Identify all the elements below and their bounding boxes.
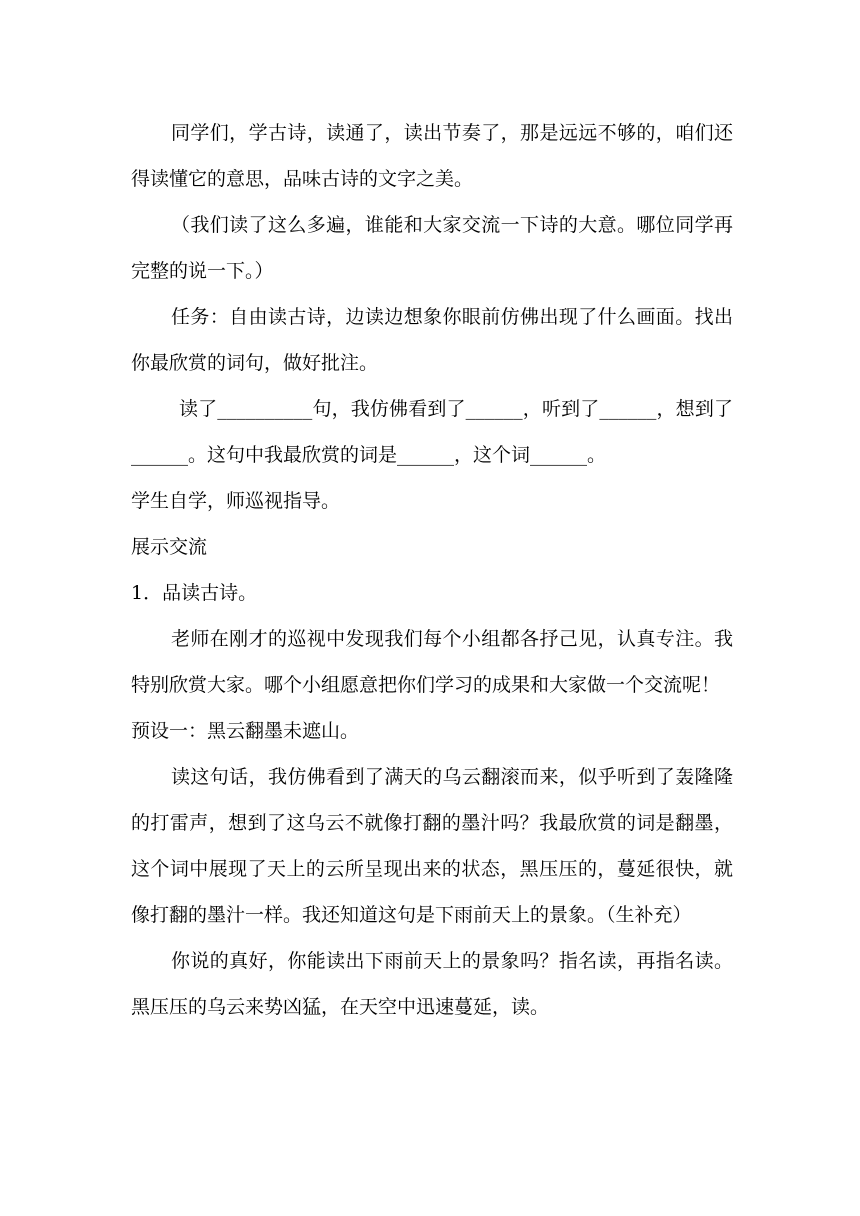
paragraph-fill-in-template: 读了__________句，我仿佛看到了______，听到了______，想到了______。这句中我最欣赏的词是______，这个词______。	[131, 398, 733, 466]
paragraph-teacher-response: 你说的真好，你能读出下雨前天上的景象吗？指名读，再指名读。黑压压的乌云来势凶猛，在天空中迅速蔓延，读。	[131, 950, 733, 1018]
paragraph-discussion-prompt: （我们读了这么多遍，谁能和大家交流一下诗的大意。哪位同学再完整的说一下。）	[131, 214, 733, 282]
subheading-read-poem: 1．品读古诗。	[131, 582, 258, 604]
document-body	[131, 110, 733, 1030]
paragraph-teacher-observation: 老师在刚才的巡视中发现我们每个小组都各抒己见，认真专注。我特别欣赏大家。哪个小组愿意把你们学习的成果和大家做一个交流呢！	[131, 628, 733, 696]
paragraph-intro: 同学们，学古诗，读通了，读出节奏了，那是远远不够的，咱们还得读懂它的意思，品味古诗的文字之美。	[131, 122, 733, 190]
section-heading-display: 展示交流	[131, 536, 208, 558]
paragraph-student-reading: 读这句话，我仿佛看到了满天的乌云翻滚而来，似乎听到了轰隆隆的打雷声，想到了这乌云不就像打翻的墨汁吗？我最欣赏的词是翻墨，这个词中展现了天上的云所呈现出来的状态，黑压压的，蔓延很快，就像打翻的墨汁一样。我还知道这句是下雨前天上的景象。（生补充）	[131, 766, 733, 926]
paragraph-self-study: 学生自学，师巡视指导。	[131, 490, 341, 512]
paragraph-preset-one: 预设一：黑云翻墨未遮山。	[131, 720, 360, 742]
paragraph-task: 任务：自由读古诗，边读边想象你眼前仿佛出现了什么画面。找出你最欣赏的词句，做好批注。	[131, 306, 733, 374]
